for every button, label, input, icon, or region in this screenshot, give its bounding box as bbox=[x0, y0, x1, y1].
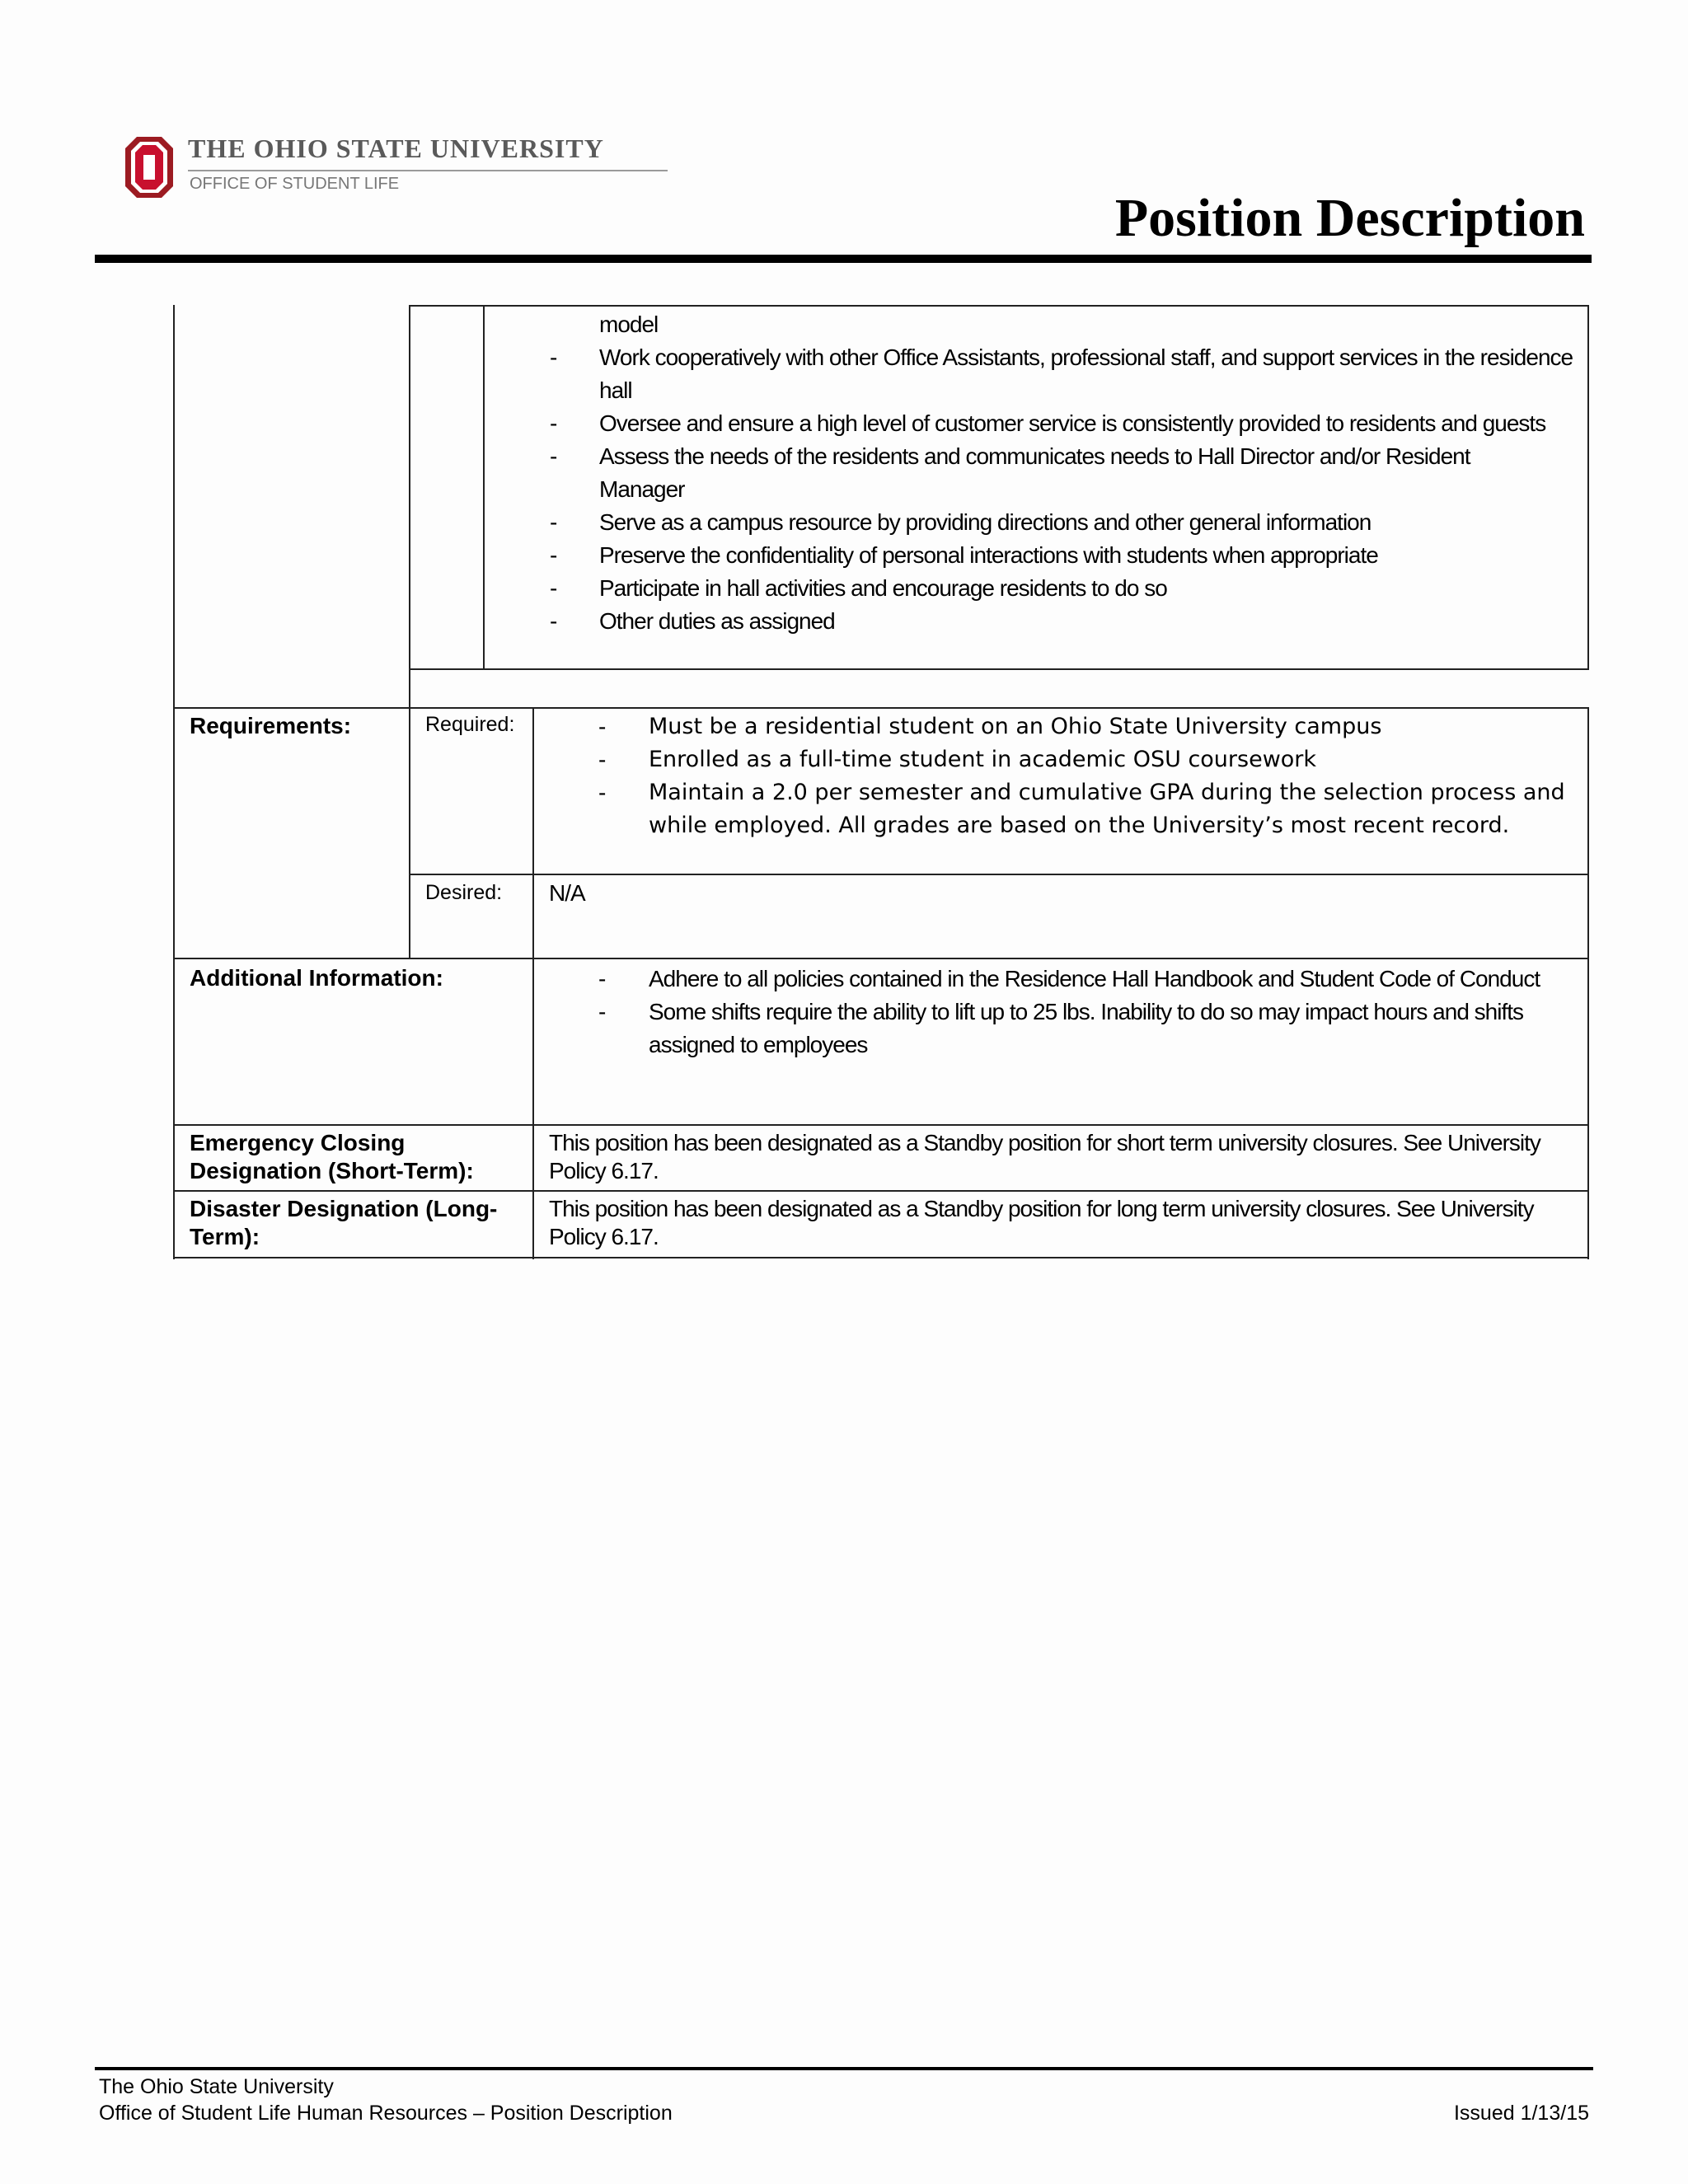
duty-item-line: Preserve the confidentiality of personal interactions with students when appropriate bbox=[599, 542, 1378, 568]
additional-label: Additional Information: bbox=[190, 965, 443, 991]
duties-top-border bbox=[409, 305, 1589, 307]
emergency-label-line2: Designation (Short-Term): bbox=[190, 1158, 474, 1183]
bullet-dash: - bbox=[550, 443, 558, 469]
bullet-dash: - bbox=[598, 966, 607, 991]
footer-university: The Ohio State University bbox=[99, 2075, 334, 2098]
required-bottom-border bbox=[409, 874, 1589, 875]
block-o-icon bbox=[125, 137, 173, 198]
emergency-bottom-border bbox=[173, 1190, 1589, 1192]
emergency-text-line2: Policy 6.17. bbox=[549, 1158, 659, 1183]
required-label: Required: bbox=[425, 713, 515, 736]
duty-item-line: Serve as a campus resource by providing directions and other general information bbox=[599, 509, 1372, 535]
duties-inner-divider bbox=[483, 305, 485, 670]
logo-rule bbox=[188, 170, 668, 171]
required-item-line: while employed. All grades are based on the University’s most recent record. bbox=[649, 813, 1510, 838]
additional-item-line: assigned to employees bbox=[649, 1032, 868, 1057]
bullet-dash: - bbox=[598, 999, 607, 1024]
required-item-line: Enrolled as a full-time student in academic OSU coursework bbox=[649, 747, 1317, 772]
disaster-label-line1: Disaster Designation (Long- bbox=[190, 1196, 498, 1221]
university-name: THE OHIO STATE UNIVERSITY bbox=[188, 134, 604, 163]
bullet-dash: - bbox=[550, 542, 558, 568]
required-item-line: Must be a residential student on an Ohio State University campus bbox=[649, 714, 1382, 739]
duty-item-line: Oversee and ensure a high level of customer service is consistently provided to residents and guests bbox=[599, 410, 1546, 436]
desired-value: N/A bbox=[549, 880, 585, 906]
disaster-text-line2: Policy 6.17. bbox=[549, 1224, 659, 1249]
duties-left-border bbox=[409, 305, 410, 959]
footer-department: Office of Student Life Human Resources – Position Description bbox=[99, 2102, 673, 2125]
duty-item-line: Participate in hall activities and encourage residents to do so bbox=[599, 575, 1167, 601]
additional-bottom-border bbox=[173, 1124, 1589, 1126]
desired-label: Desired: bbox=[425, 881, 503, 904]
table-left-border bbox=[173, 305, 175, 1259]
bullet-dash: - bbox=[598, 780, 607, 805]
emergency-label-line1: Emergency Closing bbox=[190, 1130, 406, 1155]
bullet-dash: - bbox=[550, 608, 558, 634]
requirements-bottom-border bbox=[173, 958, 1589, 959]
duties-right-border bbox=[1587, 305, 1589, 670]
additional-item-line: Adhere to all policies contained in the Residence Hall Handbook and Student Code of Conduct bbox=[649, 966, 1540, 991]
footer-issued-date: Issued 1/13/15 bbox=[1453, 2102, 1589, 2125]
bullet-dash: - bbox=[550, 344, 558, 370]
bullet-dash: - bbox=[598, 714, 607, 739]
table-bottom-border bbox=[173, 1257, 1589, 1258]
table-right-border bbox=[1587, 707, 1589, 1259]
additional-item-line: Some shifts require the ability to lift up to 25 lbs. Inability to do so may impact hours and shifts bbox=[649, 999, 1524, 1024]
duties-bottom-border bbox=[409, 668, 1589, 670]
duty-item-line: hall bbox=[599, 377, 632, 403]
requirements-label: Requirements: bbox=[190, 713, 352, 738]
bullet-dash: - bbox=[550, 575, 558, 601]
duty-item-line: Work cooperatively with other Office Assistants, professional staff, and support services in the residence bbox=[599, 344, 1573, 370]
bullet-dash: - bbox=[550, 410, 558, 436]
office-name: OFFICE OF STUDENT LIFE bbox=[190, 175, 400, 193]
disaster-text-line1: This position has been designated as a Standby position for long term university closures. See University bbox=[549, 1196, 1534, 1221]
footer-divider bbox=[95, 2067, 1593, 2070]
emergency-text-line1: This position has been designated as a Standby position for short term university closures. See University bbox=[549, 1130, 1540, 1155]
duty-item-line: Manager bbox=[599, 476, 685, 502]
duty-item-line: Assess the needs of the residents and communicates needs to Hall Director and/or Resident bbox=[599, 443, 1470, 469]
required-item-line: Maintain a 2.0 per semester and cumulative GPA during the selection process and bbox=[649, 780, 1565, 805]
header-divider bbox=[95, 255, 1592, 263]
disaster-label-line2: Term): bbox=[190, 1224, 260, 1249]
duties-continuation: model bbox=[599, 312, 659, 337]
value-column-border bbox=[532, 707, 534, 1259]
duty-item-line: Other duties as assigned bbox=[599, 608, 835, 634]
bullet-dash: - bbox=[550, 509, 558, 535]
osu-logo bbox=[125, 132, 604, 206]
page-title: Position Description bbox=[1114, 188, 1585, 248]
requirements-top-border bbox=[173, 707, 1589, 709]
bullet-dash: - bbox=[598, 747, 607, 772]
